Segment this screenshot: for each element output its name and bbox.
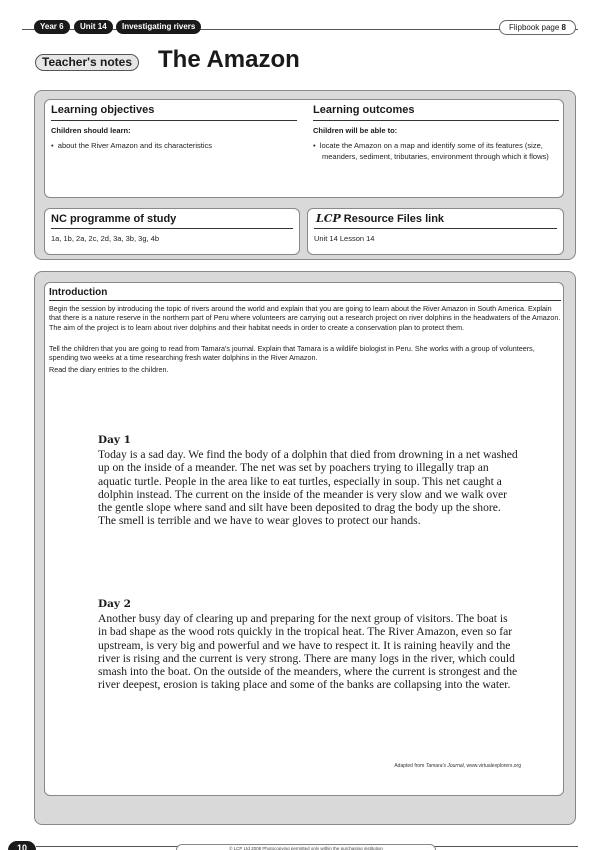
introduction-paragraph-3: Read the diary entries to the children. [49, 365, 169, 374]
nc-title: NC programme of study [51, 213, 177, 225]
objectives-outcomes-card [44, 99, 564, 198]
content-panel [34, 271, 576, 825]
resource-files-card [307, 208, 564, 255]
nc-rule [51, 228, 293, 229]
year-pill: Year 6 [34, 20, 70, 34]
introduction-card [44, 282, 564, 796]
outcomes-item-text: locate the Amazon on a map and identify some of its features (size, meanders, sediment, tributaries, environment through which it flows) [319, 141, 549, 161]
diary-day-2-text: Another busy day of clearing up and preparing for the next group of visitors. The boat is in bad shape as the wood rots quickly in the tropical heat. The River Amazon, even so far upstream, is very big and powerful and we have to respect it. It is raining heavily and the river is rising and the current is very strong. There are many logs in the river, which could smash into the boat. On the outside of the meanders, where the current is strongest and the river deepest, erosion is taking place and some of the banks are collapsing into the water. [98, 612, 518, 692]
teachers-notes-badge: Teacher's notes [35, 54, 139, 71]
flipbook-number: 8 [561, 23, 566, 32]
introduction-paragraph-1: Begin the session by introducing the topic of rivers around the world and explain that you are going to learn about the River Amazon in South America. Explain that there is a nature reserve in the northern part of Peru where volunteers are carrying out a research project on river dolphins in the headwaters of the Amazon. The aim of the project is to learn about river dolphins and their habitat needs in order to create a conservation plan to protect them. [49, 304, 561, 332]
introduction-paragraph-2: Tell the children that you are going to read from Tamara's journal. Explain that Tamara is a wildlife biologist in Peru. She works with a group of volunteers, spending two weeks at a time researching fresh water dolphins in the River Amazon. [49, 344, 535, 363]
outcomes-sub: Children will be able to: [313, 126, 398, 135]
unit-pill: Unit 14 [74, 20, 113, 34]
source-journal: Tamara's Journal [425, 763, 464, 769]
overview-panel [34, 90, 576, 260]
diary-day-1-text: Today is a sad day. We find the body of a dolphin that died from drowning in a net washed up on the inside of a meander. The net was set by poachers trying to illegally trap an aquatic turtle. People in the area like to eat turtles, especially in soup. This net caught a dolphin instead. The current on the inside of the meander is very slow and we walk over the gentle slope where sand and silt have been deposited to drag the body up the shore. The smell is terrible and we have to wear gloves to protect our hands. [98, 448, 518, 528]
outcomes-title: Learning outcomes [313, 104, 415, 116]
diary-day-2-title: Day 2 [98, 598, 131, 610]
flipbook-page-badge [499, 20, 576, 35]
topic-pill: Investigating rivers [116, 20, 201, 34]
flipbook-label: Flipbook page [509, 23, 560, 32]
outcomes-rule [313, 120, 559, 121]
resource-text: Unit 14 Lesson 14 [314, 234, 375, 243]
page-title: The Amazon [158, 46, 300, 73]
diary-day-1-title: Day 1 [98, 434, 131, 446]
outcomes-item: • locate the Amazon on a map and identify some of its features (size, meanders, sediment, tributaries, environment through which it flows) [313, 141, 549, 161]
source-credit [394, 763, 521, 769]
objectives-sub: Children should learn: [51, 126, 131, 135]
source-suffix: , www.virtualexplorers.org [463, 763, 521, 769]
resource-rule [314, 228, 557, 229]
nc-programme-card [44, 208, 300, 255]
copyright-notice: © LCP Ltd 2008 Photocopying permitted only within the purchasing institution [176, 844, 436, 850]
resource-title [316, 212, 444, 225]
introduction-title: Introduction [49, 287, 108, 298]
objectives-rule [51, 120, 297, 121]
introduction-rule [49, 300, 561, 301]
objectives-item: • about the River Amazon and its characteristics [51, 141, 213, 150]
objectives-title: Learning objectives [51, 104, 155, 116]
objectives-item-text: about the River Amazon and its characteristics [57, 141, 213, 150]
nc-text: 1a, 1b, 2a, 2c, 2d, 3a, 3b, 3g, 4b [51, 234, 159, 243]
resource-title-text: Resource Files link [343, 213, 445, 225]
page-number: 10 [8, 841, 36, 850]
lcp-logo: LCP [316, 212, 341, 225]
source-prefix: Adapted from [394, 763, 426, 769]
